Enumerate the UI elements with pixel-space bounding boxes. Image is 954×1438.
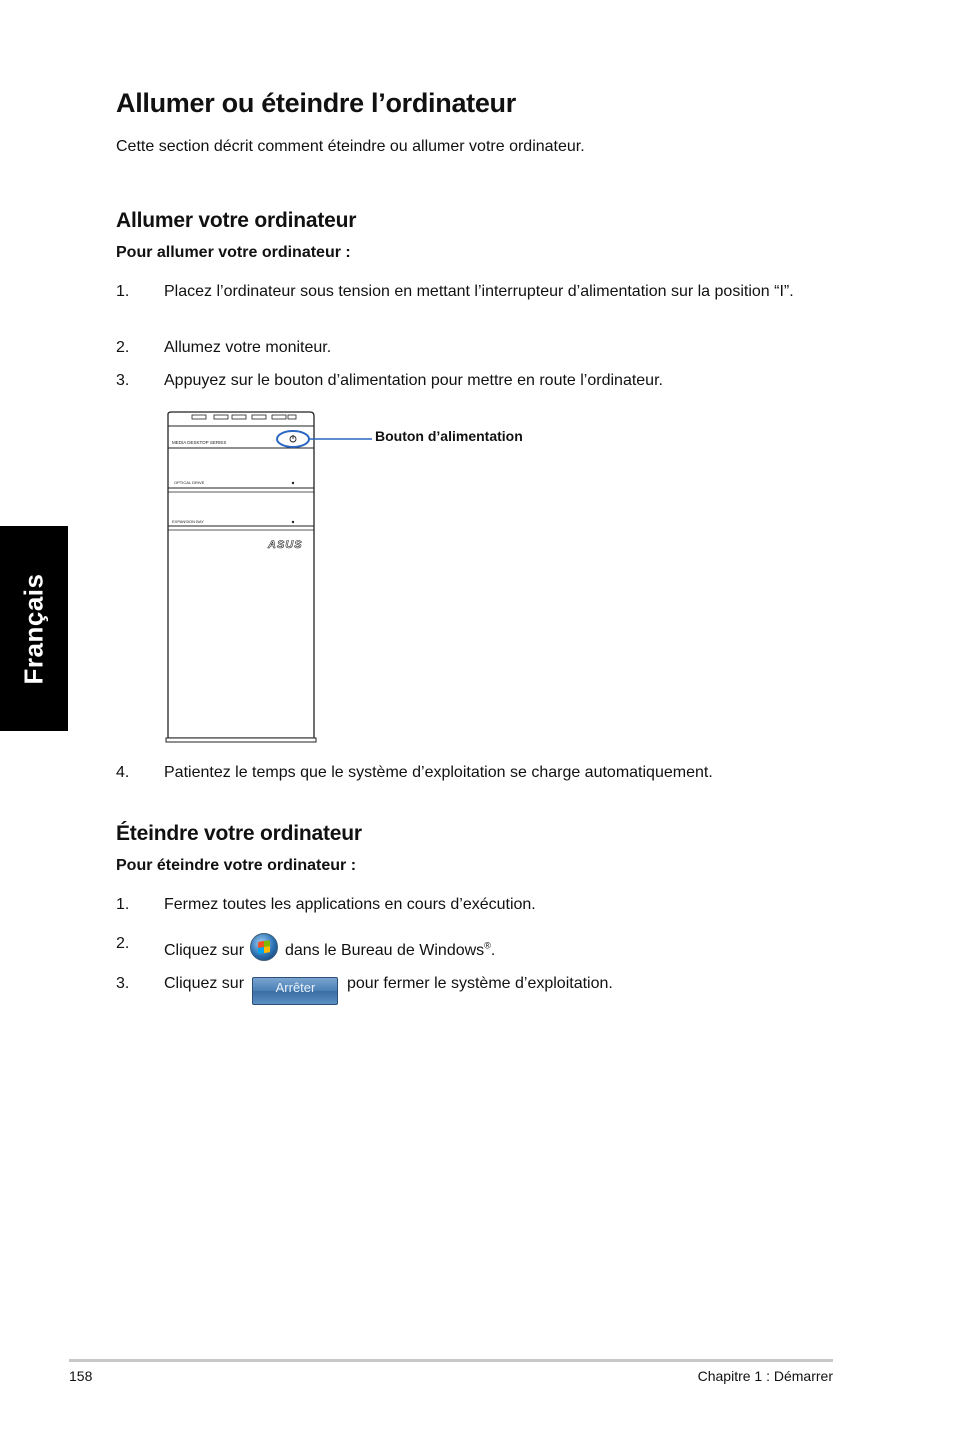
shutdown-button-image: Arrêter: [252, 977, 338, 1005]
step-text: Appuyez sur le bouton d’alimentation pour mettre en route l’ordinateur.: [164, 372, 663, 389]
step-number: 3.: [116, 975, 130, 992]
page-title: Allumer ou éteindre l’ordinateur: [116, 88, 516, 118]
step-text: Fermez toutes les applications en cours d’exécution.: [164, 896, 536, 913]
step-text: Cliquez sur: [164, 975, 245, 992]
bay-label-expansion: EXPANSION BAY: [172, 519, 204, 524]
step-on-4: [116, 762, 876, 784]
bay-label-optical: OPTICAL DRIVE: [174, 480, 205, 485]
footer-divider: [69, 1359, 833, 1362]
step-number: 1.: [116, 896, 130, 913]
subheading-off: Pour éteindre votre ordinateur :: [116, 857, 357, 874]
subheading-on: Pour allumer votre ordinateur :: [116, 244, 351, 261]
section-heading-off: Éteindre votre ordinateur: [116, 822, 362, 845]
step-text: Cliquez sur: [164, 942, 245, 959]
bay-label-media: MEDIA DESKTOP SERIES: [172, 440, 227, 445]
asus-logo: ASUS: [268, 539, 303, 551]
step-off-2: [116, 933, 876, 961]
windows-start-icon: [250, 933, 278, 961]
section-heading-on: Allumer votre ordinateur: [116, 209, 357, 232]
step-number: 3.: [116, 372, 130, 389]
step-on-2: [116, 337, 876, 359]
desktop-tower-illustration: [160, 408, 550, 746]
registered-mark: ®: [484, 940, 491, 951]
step-on-1: [116, 281, 876, 327]
step-number: 4.: [116, 764, 130, 781]
intro-text: Cette section décrit comment éteindre ou allumer votre ordinateur.: [116, 138, 585, 155]
page-number: 158: [69, 1368, 93, 1384]
language-tab-label: Français: [18, 573, 49, 684]
step-number: 2.: [116, 935, 130, 952]
step-text: pour fermer le système d’exploitation.: [346, 975, 613, 992]
step-off-3: [116, 973, 876, 1001]
chapter-label: Chapitre 1 : Démarrer: [697, 1368, 833, 1384]
step-text: Placez l’ordinateur sous tension en mettant l’interrupteur d’alimentation sur la position “I”.: [164, 283, 794, 300]
step-text: Patientez le temps que le système d’exploitation se charge automatiquement.: [164, 764, 713, 781]
callout-power-button: Bouton d’alimentation: [375, 428, 523, 444]
step-text: Allumez votre moniteur.: [164, 339, 332, 356]
step-text: .: [490, 942, 496, 959]
step-text: dans le Bureau de Windows: [284, 942, 485, 959]
step-on-3: [116, 370, 876, 392]
language-tab: [0, 526, 68, 731]
step-off-1: [116, 894, 876, 916]
step-number: 2.: [116, 339, 130, 356]
step-number: 1.: [116, 283, 130, 300]
